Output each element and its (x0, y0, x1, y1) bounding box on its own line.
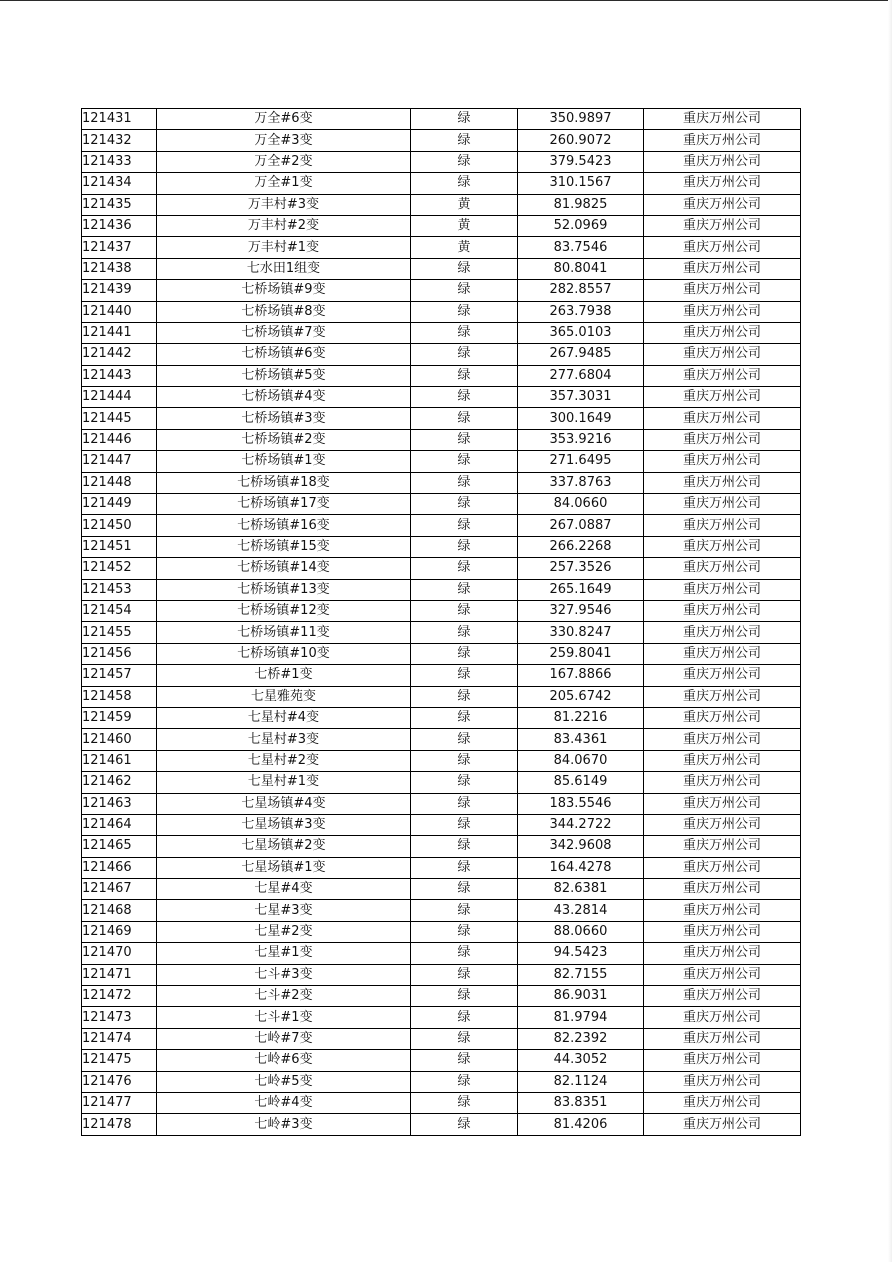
cell-company: 重庆万州公司 (644, 750, 801, 771)
cell-transformer-name: 七水田1组变 (157, 258, 411, 279)
table-row (82, 1050, 801, 1071)
cell-transformer-name: 万丰村#3变 (157, 194, 411, 215)
cell-id: 121465 (82, 836, 157, 857)
cell-status: 绿 (411, 600, 518, 621)
cell-transformer-name: 七桥场镇#6变 (157, 344, 411, 365)
table-row (82, 472, 801, 493)
cell-transformer-name: 七星场镇#1变 (157, 857, 411, 878)
cell-status: 绿 (411, 793, 518, 814)
table-row (82, 1092, 801, 1113)
cell-transformer-name: 万全#2变 (157, 151, 411, 172)
cell-id: 121440 (82, 301, 157, 322)
table-row (82, 772, 801, 793)
cell-transformer-name: 七岭#5变 (157, 1071, 411, 1092)
cell-id: 121466 (82, 857, 157, 878)
cell-transformer-name: 七星场镇#2变 (157, 836, 411, 857)
table-row (82, 194, 801, 215)
cell-value: 83.7546 (518, 237, 644, 258)
table-row (82, 215, 801, 236)
cell-id: 121456 (82, 643, 157, 664)
cell-status: 绿 (411, 900, 518, 921)
cell-transformer-name: 七星村#1变 (157, 772, 411, 793)
cell-transformer-name: 七桥场镇#10变 (157, 643, 411, 664)
table-row (82, 387, 801, 408)
table-row (82, 686, 801, 707)
cell-transformer-name: 七星#1变 (157, 943, 411, 964)
cell-id: 121470 (82, 943, 157, 964)
cell-value: 260.9072 (518, 130, 644, 151)
cell-company: 重庆万州公司 (644, 836, 801, 857)
table-row (82, 579, 801, 600)
cell-status: 绿 (411, 686, 518, 707)
cell-status: 绿 (411, 109, 518, 130)
cell-company: 重庆万州公司 (644, 943, 801, 964)
table-row (82, 258, 801, 279)
cell-company: 重庆万州公司 (644, 1114, 801, 1135)
cell-company: 重庆万州公司 (644, 109, 801, 130)
transformer-data-table (81, 108, 801, 1136)
cell-transformer-name: 七岭#4变 (157, 1092, 411, 1113)
table-row (82, 280, 801, 301)
cell-transformer-name: 七斗#3变 (157, 964, 411, 985)
cell-id: 121476 (82, 1071, 157, 1092)
cell-value: 357.3031 (518, 387, 644, 408)
cell-company: 重庆万州公司 (644, 600, 801, 621)
cell-company: 重庆万州公司 (644, 215, 801, 236)
cell-value: 82.1124 (518, 1071, 644, 1092)
cell-status: 绿 (411, 772, 518, 793)
cell-company: 重庆万州公司 (644, 494, 801, 515)
table-row (82, 793, 801, 814)
table-row (82, 151, 801, 172)
cell-id: 121454 (82, 600, 157, 621)
cell-company: 重庆万州公司 (644, 536, 801, 557)
cell-id: 121477 (82, 1092, 157, 1113)
cell-company: 重庆万州公司 (644, 322, 801, 343)
cell-status: 绿 (411, 836, 518, 857)
cell-id: 121436 (82, 215, 157, 236)
cell-transformer-name: 七桥场镇#18变 (157, 472, 411, 493)
cell-transformer-name: 七桥场镇#9变 (157, 280, 411, 301)
cell-status: 绿 (411, 921, 518, 942)
cell-id: 121458 (82, 686, 157, 707)
cell-transformer-name: 万全#3变 (157, 130, 411, 151)
cell-value: 164.4278 (518, 857, 644, 878)
cell-id: 121469 (82, 921, 157, 942)
table-row (82, 451, 801, 472)
cell-company: 重庆万州公司 (644, 301, 801, 322)
cell-id: 121472 (82, 986, 157, 1007)
table-row (82, 943, 801, 964)
cell-status: 绿 (411, 387, 518, 408)
cell-id: 121434 (82, 173, 157, 194)
cell-status: 绿 (411, 344, 518, 365)
cell-value: 263.7938 (518, 301, 644, 322)
table-row (82, 494, 801, 515)
cell-value: 271.6495 (518, 451, 644, 472)
table-row (82, 109, 801, 130)
cell-status: 绿 (411, 536, 518, 557)
cell-status: 绿 (411, 964, 518, 985)
cell-id: 121455 (82, 622, 157, 643)
cell-transformer-name: 七星场镇#4变 (157, 793, 411, 814)
cell-status: 绿 (411, 558, 518, 579)
cell-status: 绿 (411, 365, 518, 386)
cell-value: 88.0660 (518, 921, 644, 942)
cell-id: 121444 (82, 387, 157, 408)
cell-id: 121442 (82, 344, 157, 365)
cell-value: 257.3526 (518, 558, 644, 579)
table-row (82, 986, 801, 1007)
cell-transformer-name: 七星雅苑变 (157, 686, 411, 707)
cell-id: 121439 (82, 280, 157, 301)
table-row (82, 1114, 801, 1135)
cell-status: 绿 (411, 750, 518, 771)
table-row (82, 365, 801, 386)
cell-status: 绿 (411, 943, 518, 964)
cell-value: 44.3052 (518, 1050, 644, 1071)
cell-value: 327.9546 (518, 600, 644, 621)
cell-company: 重庆万州公司 (644, 643, 801, 664)
cell-value: 82.2392 (518, 1028, 644, 1049)
table-row (82, 429, 801, 450)
cell-value: 342.9608 (518, 836, 644, 857)
cell-transformer-name: 七桥场镇#17变 (157, 494, 411, 515)
cell-company: 重庆万州公司 (644, 1028, 801, 1049)
cell-value: 266.2268 (518, 536, 644, 557)
cell-transformer-name: 七星村#4变 (157, 707, 411, 728)
cell-status: 绿 (411, 707, 518, 728)
cell-id: 121452 (82, 558, 157, 579)
cell-status: 绿 (411, 1114, 518, 1135)
table-row (82, 173, 801, 194)
cell-company: 重庆万州公司 (644, 1050, 801, 1071)
cell-company: 重庆万州公司 (644, 729, 801, 750)
cell-company: 重庆万州公司 (644, 814, 801, 835)
cell-value: 350.9897 (518, 109, 644, 130)
cell-id: 121433 (82, 151, 157, 172)
cell-company: 重庆万州公司 (644, 451, 801, 472)
cell-transformer-name: 七斗#1变 (157, 1007, 411, 1028)
cell-company: 重庆万州公司 (644, 579, 801, 600)
cell-id: 121443 (82, 365, 157, 386)
cell-transformer-name: 七桥场镇#8变 (157, 301, 411, 322)
cell-company: 重庆万州公司 (644, 387, 801, 408)
cell-value: 379.5423 (518, 151, 644, 172)
cell-company: 重庆万州公司 (644, 429, 801, 450)
cell-status: 绿 (411, 1028, 518, 1049)
cell-status: 绿 (411, 173, 518, 194)
cell-status: 绿 (411, 322, 518, 343)
table-row (82, 515, 801, 536)
cell-transformer-name: 七岭#6变 (157, 1050, 411, 1071)
cell-id: 121447 (82, 451, 157, 472)
cell-transformer-name: 七桥场镇#15变 (157, 536, 411, 557)
cell-company: 重庆万州公司 (644, 986, 801, 1007)
cell-transformer-name: 七星#3变 (157, 900, 411, 921)
cell-value: 267.9485 (518, 344, 644, 365)
cell-value: 80.8041 (518, 258, 644, 279)
cell-company: 重庆万州公司 (644, 964, 801, 985)
cell-value: 83.8351 (518, 1092, 644, 1113)
cell-value: 83.4361 (518, 729, 644, 750)
cell-value: 277.6804 (518, 365, 644, 386)
cell-value: 337.8763 (518, 472, 644, 493)
cell-transformer-name: 七星#2变 (157, 921, 411, 942)
table-row (82, 750, 801, 771)
cell-id: 121475 (82, 1050, 157, 1071)
page-right-edge (888, 0, 892, 1262)
cell-transformer-name: 七桥场镇#7变 (157, 322, 411, 343)
cell-value: 81.2216 (518, 707, 644, 728)
cell-id: 121474 (82, 1028, 157, 1049)
cell-value: 86.9031 (518, 986, 644, 1007)
cell-status: 绿 (411, 151, 518, 172)
cell-company: 重庆万州公司 (644, 772, 801, 793)
cell-transformer-name: 七星#4变 (157, 879, 411, 900)
cell-transformer-name: 七桥场镇#11变 (157, 622, 411, 643)
cell-value: 205.6742 (518, 686, 644, 707)
table-row (82, 622, 801, 643)
cell-value: 81.4206 (518, 1114, 644, 1135)
cell-company: 重庆万州公司 (644, 686, 801, 707)
cell-transformer-name: 七桥场镇#16变 (157, 515, 411, 536)
cell-transformer-name: 万丰村#1变 (157, 237, 411, 258)
table-row (82, 558, 801, 579)
cell-transformer-name: 七星村#3变 (157, 729, 411, 750)
page-top-border (0, 0, 892, 1)
cell-transformer-name: 七桥场镇#13变 (157, 579, 411, 600)
cell-company: 重庆万州公司 (644, 707, 801, 728)
cell-id: 121473 (82, 1007, 157, 1028)
cell-status: 绿 (411, 130, 518, 151)
cell-transformer-name: 七桥场镇#4变 (157, 387, 411, 408)
cell-id: 121453 (82, 579, 157, 600)
cell-company: 重庆万州公司 (644, 173, 801, 194)
cell-id: 121445 (82, 408, 157, 429)
cell-transformer-name: 万全#1变 (157, 173, 411, 194)
cell-status: 绿 (411, 1092, 518, 1113)
cell-company: 重庆万州公司 (644, 793, 801, 814)
cell-id: 121450 (82, 515, 157, 536)
cell-value: 81.9794 (518, 1007, 644, 1028)
cell-status: 绿 (411, 643, 518, 664)
cell-company: 重庆万州公司 (644, 151, 801, 172)
table-row (82, 301, 801, 322)
table-row (82, 1028, 801, 1049)
cell-id: 121471 (82, 964, 157, 985)
cell-company: 重庆万州公司 (644, 344, 801, 365)
cell-id: 121431 (82, 109, 157, 130)
table-row (82, 322, 801, 343)
cell-value: 300.1649 (518, 408, 644, 429)
cell-status: 绿 (411, 451, 518, 472)
cell-id: 121432 (82, 130, 157, 151)
cell-status: 绿 (411, 1050, 518, 1071)
cell-company: 重庆万州公司 (644, 1071, 801, 1092)
cell-id: 121449 (82, 494, 157, 515)
cell-transformer-name: 七桥场镇#2变 (157, 429, 411, 450)
cell-value: 52.0969 (518, 215, 644, 236)
table-row (82, 643, 801, 664)
table-row (82, 1007, 801, 1028)
cell-status: 绿 (411, 258, 518, 279)
cell-company: 重庆万州公司 (644, 1092, 801, 1113)
table-row (82, 237, 801, 258)
cell-id: 121438 (82, 258, 157, 279)
cell-id: 121437 (82, 237, 157, 258)
cell-value: 183.5546 (518, 793, 644, 814)
cell-transformer-name: 七岭#3变 (157, 1114, 411, 1135)
cell-id: 121468 (82, 900, 157, 921)
cell-status: 绿 (411, 1071, 518, 1092)
cell-value: 365.0103 (518, 322, 644, 343)
cell-value: 310.1567 (518, 173, 644, 194)
table-row (82, 344, 801, 365)
cell-id: 121467 (82, 879, 157, 900)
cell-id: 121441 (82, 322, 157, 343)
cell-transformer-name: 七桥#1变 (157, 665, 411, 686)
cell-transformer-name: 七桥场镇#5变 (157, 365, 411, 386)
cell-company: 重庆万州公司 (644, 515, 801, 536)
cell-status: 绿 (411, 494, 518, 515)
cell-company: 重庆万州公司 (644, 665, 801, 686)
cell-company: 重庆万州公司 (644, 365, 801, 386)
cell-transformer-name: 七桥场镇#14变 (157, 558, 411, 579)
cell-status: 绿 (411, 986, 518, 1007)
cell-status: 黄 (411, 237, 518, 258)
table-row (82, 814, 801, 835)
cell-status: 绿 (411, 472, 518, 493)
table-row (82, 836, 801, 857)
cell-transformer-name: 七桥场镇#3变 (157, 408, 411, 429)
cell-status: 绿 (411, 408, 518, 429)
cell-id: 121457 (82, 665, 157, 686)
table-row (82, 857, 801, 878)
table-row (82, 879, 801, 900)
cell-company: 重庆万州公司 (644, 622, 801, 643)
cell-id: 121464 (82, 814, 157, 835)
cell-id: 121463 (82, 793, 157, 814)
cell-id: 121459 (82, 707, 157, 728)
cell-status: 绿 (411, 665, 518, 686)
cell-status: 黄 (411, 194, 518, 215)
cell-status: 绿 (411, 429, 518, 450)
cell-value: 85.6149 (518, 772, 644, 793)
cell-value: 259.8041 (518, 643, 644, 664)
table-row (82, 729, 801, 750)
cell-status: 绿 (411, 729, 518, 750)
cell-company: 重庆万州公司 (644, 258, 801, 279)
cell-value: 94.5423 (518, 943, 644, 964)
cell-company: 重庆万州公司 (644, 194, 801, 215)
cell-status: 黄 (411, 215, 518, 236)
cell-value: 81.9825 (518, 194, 644, 215)
cell-status: 绿 (411, 301, 518, 322)
cell-company: 重庆万州公司 (644, 921, 801, 942)
table-row (82, 130, 801, 151)
cell-company: 重庆万州公司 (644, 900, 801, 921)
cell-transformer-name: 万丰村#2变 (157, 215, 411, 236)
cell-transformer-name: 七桥场镇#12变 (157, 600, 411, 621)
cell-id: 121461 (82, 750, 157, 771)
cell-company: 重庆万州公司 (644, 472, 801, 493)
table-row (82, 707, 801, 728)
cell-id: 121446 (82, 429, 157, 450)
cell-id: 121460 (82, 729, 157, 750)
cell-transformer-name: 七岭#7变 (157, 1028, 411, 1049)
cell-status: 绿 (411, 622, 518, 643)
cell-id: 121435 (82, 194, 157, 215)
cell-status: 绿 (411, 280, 518, 301)
cell-value: 353.9216 (518, 429, 644, 450)
cell-transformer-name: 七星场镇#3变 (157, 814, 411, 835)
cell-transformer-name: 万全#6变 (157, 109, 411, 130)
cell-value: 282.8557 (518, 280, 644, 301)
cell-company: 重庆万州公司 (644, 879, 801, 900)
cell-id: 121448 (82, 472, 157, 493)
cell-value: 267.0887 (518, 515, 644, 536)
cell-company: 重庆万州公司 (644, 237, 801, 258)
table-row (82, 964, 801, 985)
cell-value: 265.1649 (518, 579, 644, 600)
cell-id: 121462 (82, 772, 157, 793)
cell-status: 绿 (411, 579, 518, 600)
table-row (82, 900, 801, 921)
cell-status: 绿 (411, 879, 518, 900)
cell-value: 82.6381 (518, 879, 644, 900)
cell-status: 绿 (411, 515, 518, 536)
cell-company: 重庆万州公司 (644, 857, 801, 878)
table-body (82, 109, 801, 1136)
cell-company: 重庆万州公司 (644, 408, 801, 429)
cell-company: 重庆万州公司 (644, 280, 801, 301)
cell-value: 84.0660 (518, 494, 644, 515)
cell-company: 重庆万州公司 (644, 558, 801, 579)
cell-id: 121478 (82, 1114, 157, 1135)
cell-status: 绿 (411, 814, 518, 835)
cell-value: 82.7155 (518, 964, 644, 985)
table-row (82, 536, 801, 557)
cell-value: 167.8866 (518, 665, 644, 686)
cell-transformer-name: 七星村#2变 (157, 750, 411, 771)
cell-transformer-name: 七斗#2变 (157, 986, 411, 1007)
table-row (82, 665, 801, 686)
cell-value: 43.2814 (518, 900, 644, 921)
cell-status: 绿 (411, 857, 518, 878)
cell-value: 84.0670 (518, 750, 644, 771)
cell-company: 重庆万州公司 (644, 1007, 801, 1028)
table-row (82, 1071, 801, 1092)
cell-value: 344.2722 (518, 814, 644, 835)
cell-company: 重庆万州公司 (644, 130, 801, 151)
cell-transformer-name: 七桥场镇#1变 (157, 451, 411, 472)
cell-value: 330.8247 (518, 622, 644, 643)
table-row (82, 921, 801, 942)
table-row (82, 600, 801, 621)
table-row (82, 408, 801, 429)
cell-id: 121451 (82, 536, 157, 557)
cell-status: 绿 (411, 1007, 518, 1028)
